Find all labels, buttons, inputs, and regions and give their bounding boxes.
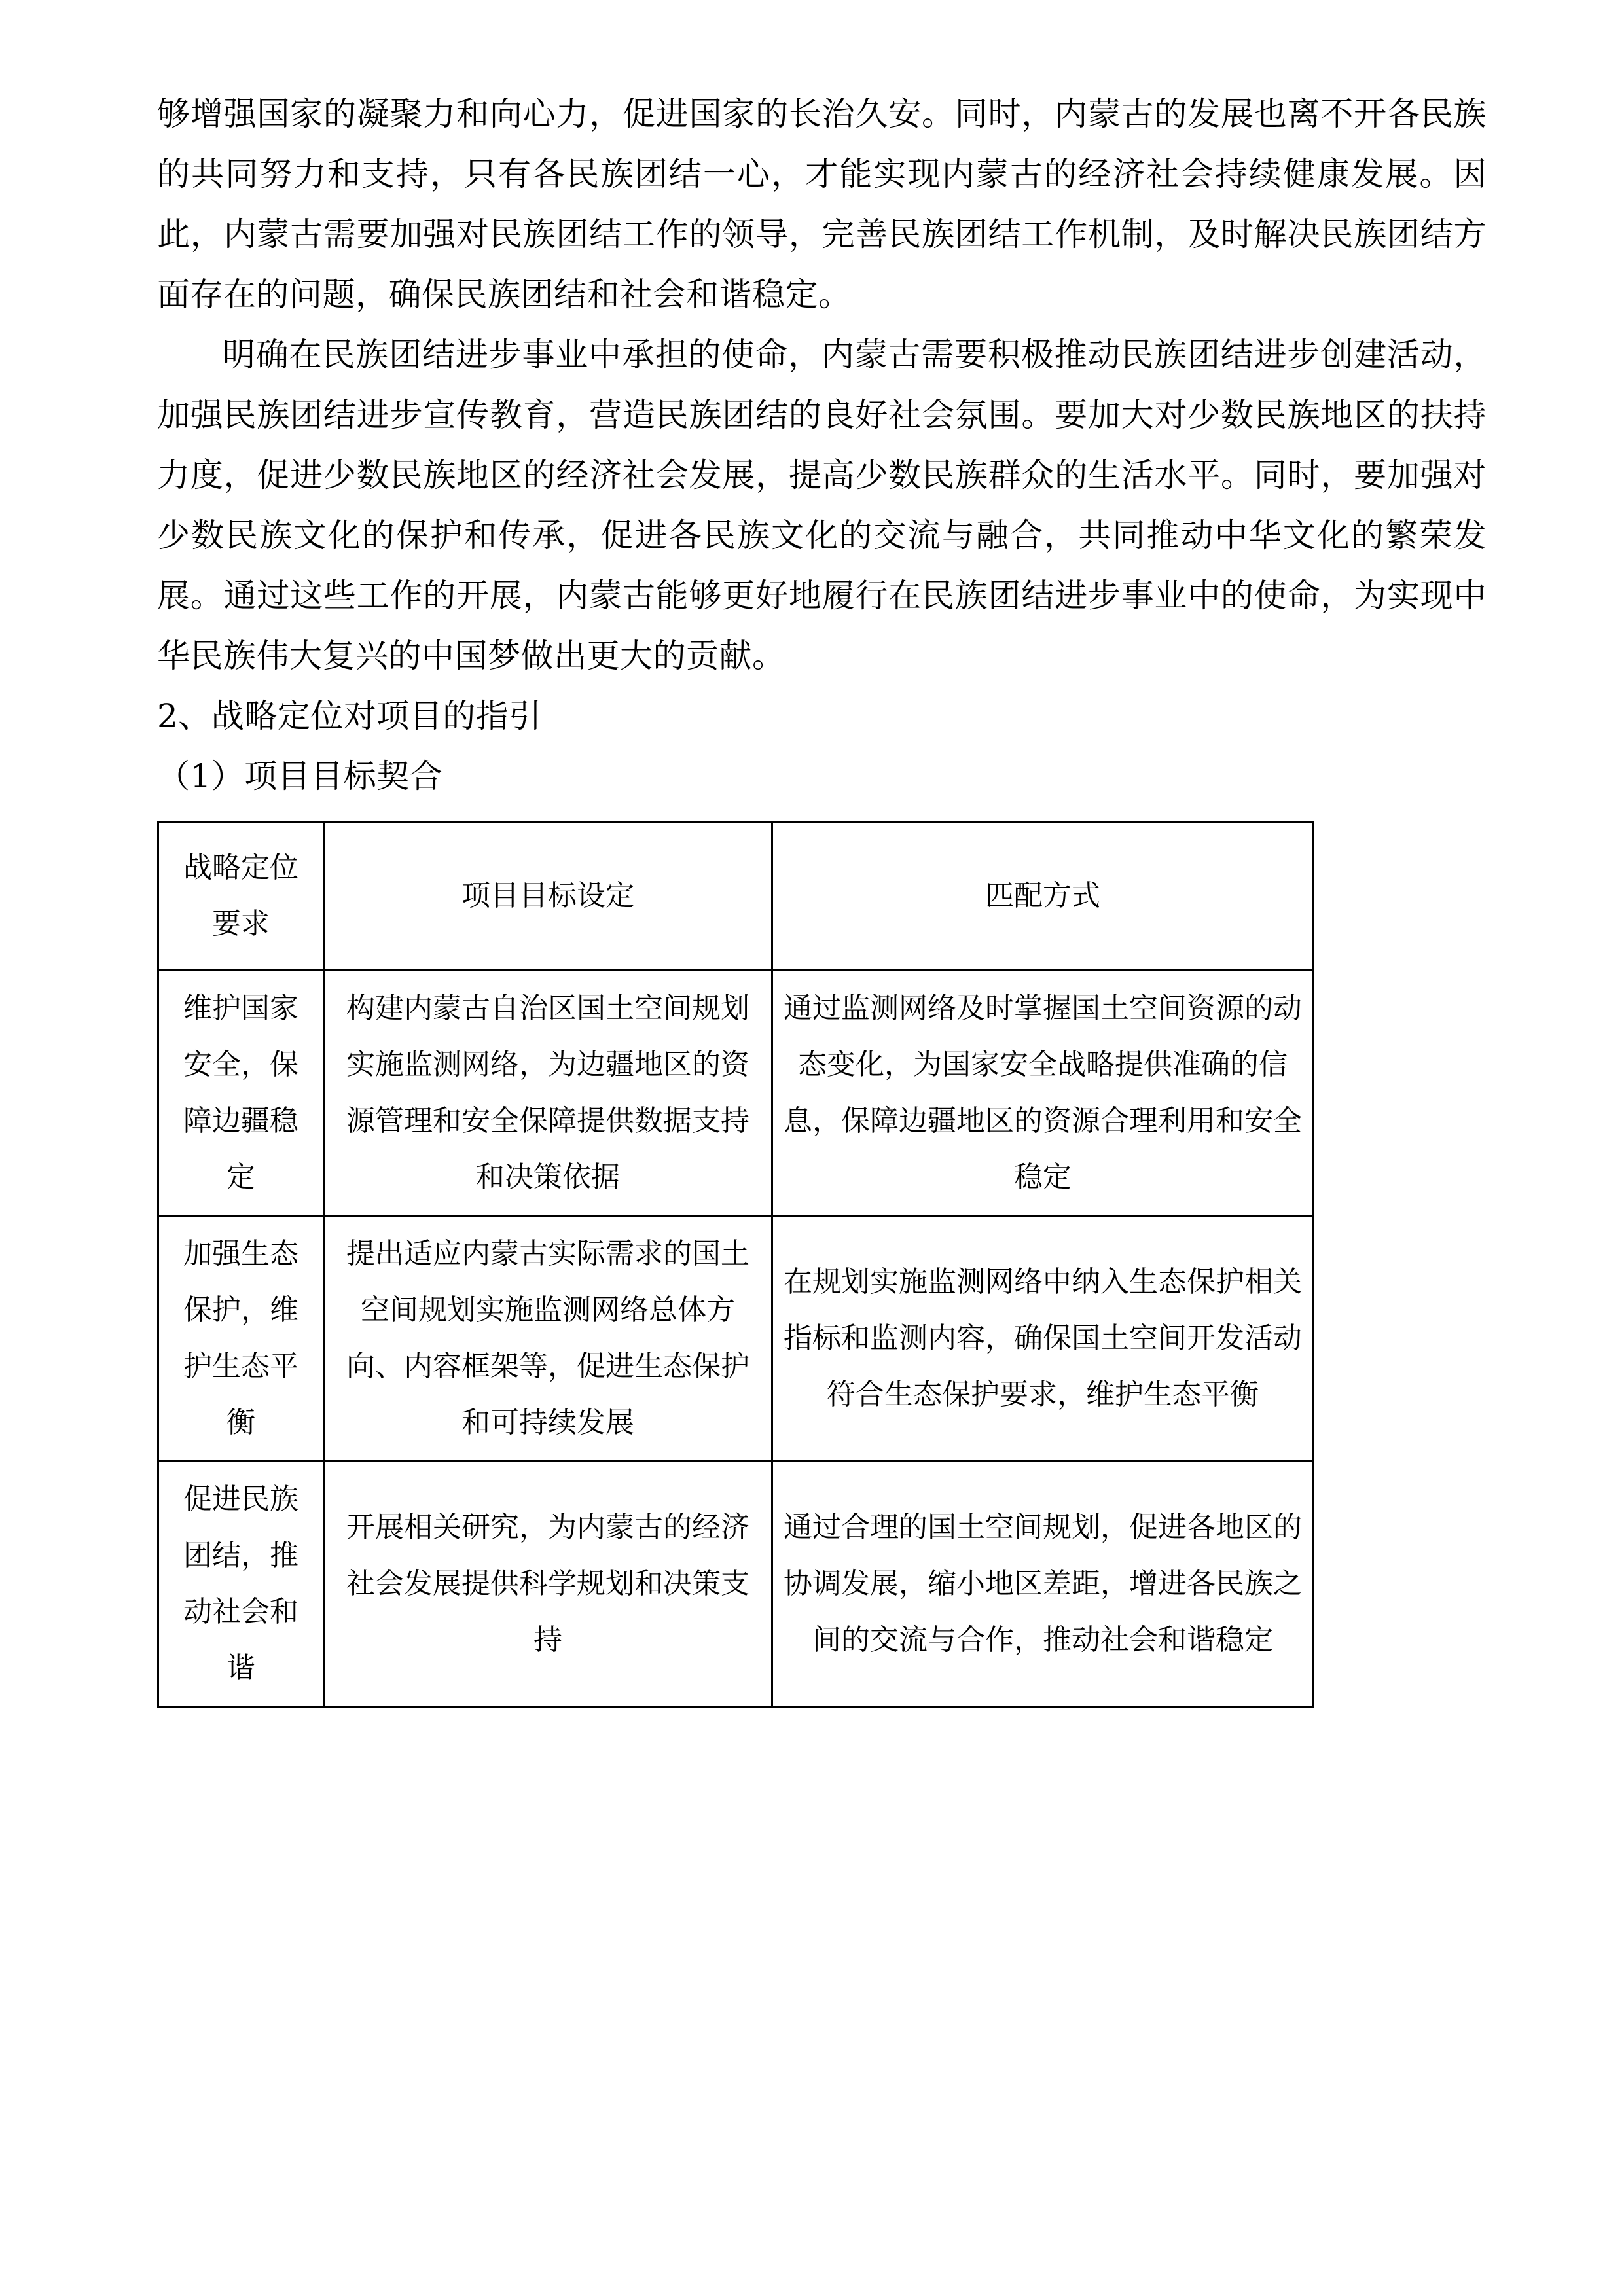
table-header-match: 匹配方式 — [772, 822, 1314, 971]
paragraph-continuation: 够增强国家的凝聚力和向心力，促进国家的长治久安。同时，内蒙古的发展也离不开各民族的共同努力和支持，只有各民族团结一心，才能实现内蒙古的经济社会持续健康发展。因此，内蒙古需要加强对民族团结工作的领导，完善民族团结工作机制，及时解决民族团结方面存在的问题，确保民族团结和社会和谐稳定。 — [157, 95, 1487, 314]
heading-subsection-1: （1）项目目标契合 — [157, 757, 443, 795]
cell-requirement: 维护国家安全，保障边疆稳定 — [158, 971, 324, 1216]
cell-match: 通过合理的国土空间规划，促进各地区的协调发展，缩小地区差距，增进各民族之间的交流与合作，推动社会和谐稳定 — [772, 1462, 1314, 1707]
strategic-fit-table — [157, 821, 1314, 1708]
cell-objective: 构建内蒙古自治区国土空间规划实施监测网络，为边疆地区的资源管理和安全保障提供数据支持和决策依据 — [324, 971, 772, 1216]
cell-match: 通过监测网络及时掌握国土空间资源的动态变化，为国家安全战略提供准确的信息，保障边疆地区的资源合理利用和安全稳定 — [772, 971, 1314, 1216]
cell-requirement: 促进民族团结，推动社会和谐 — [158, 1462, 324, 1707]
cell-match: 在规划实施监测网络中纳入生态保护相关指标和监测内容，确保国土空间开发活动符合生态保护要求，维护生态平衡 — [772, 1216, 1314, 1462]
table-header-objective: 项目目标设定 — [324, 822, 772, 971]
table-row — [158, 971, 1314, 1216]
table-row — [158, 1462, 1314, 1707]
cell-objective: 提出适应内蒙古实际需求的国土空间规划实施监测网络总体方向、内容框架等，促进生态保护和可持续发展 — [324, 1216, 772, 1462]
table-header-requirement: 战略定位要求 — [158, 822, 324, 971]
cell-requirement: 加强生态保护，维护生态平衡 — [158, 1216, 324, 1462]
paragraph-mission: 明确在民族团结进步事业中承担的使命，内蒙古需要积极推动民族团结进步创建活动，加强民族团结进步宣传教育，营造民族团结的良好社会氛围。要加大对少数民族地区的扶持力度，促进少数民族地区的经济社会发展，提高少数民族群众的生活水平。同时，要加强对少数民族文化的保护和传承，促进各民族文化的交流与融合，共同推动中华文化的繁荣发展。通过这些工作的开展，内蒙古能够更好地履行在民族团结进步事业中的使命，为实现中华民族伟大复兴的中国梦做出更大的贡献。 — [157, 336, 1487, 675]
cell-objective: 开展相关研究，为内蒙古的经济社会发展提供科学规划和决策支持 — [324, 1462, 772, 1707]
heading-section-2: 2、战略定位对项目的指引 — [157, 697, 542, 735]
table-header-row — [158, 822, 1314, 971]
table-row — [158, 1216, 1314, 1462]
